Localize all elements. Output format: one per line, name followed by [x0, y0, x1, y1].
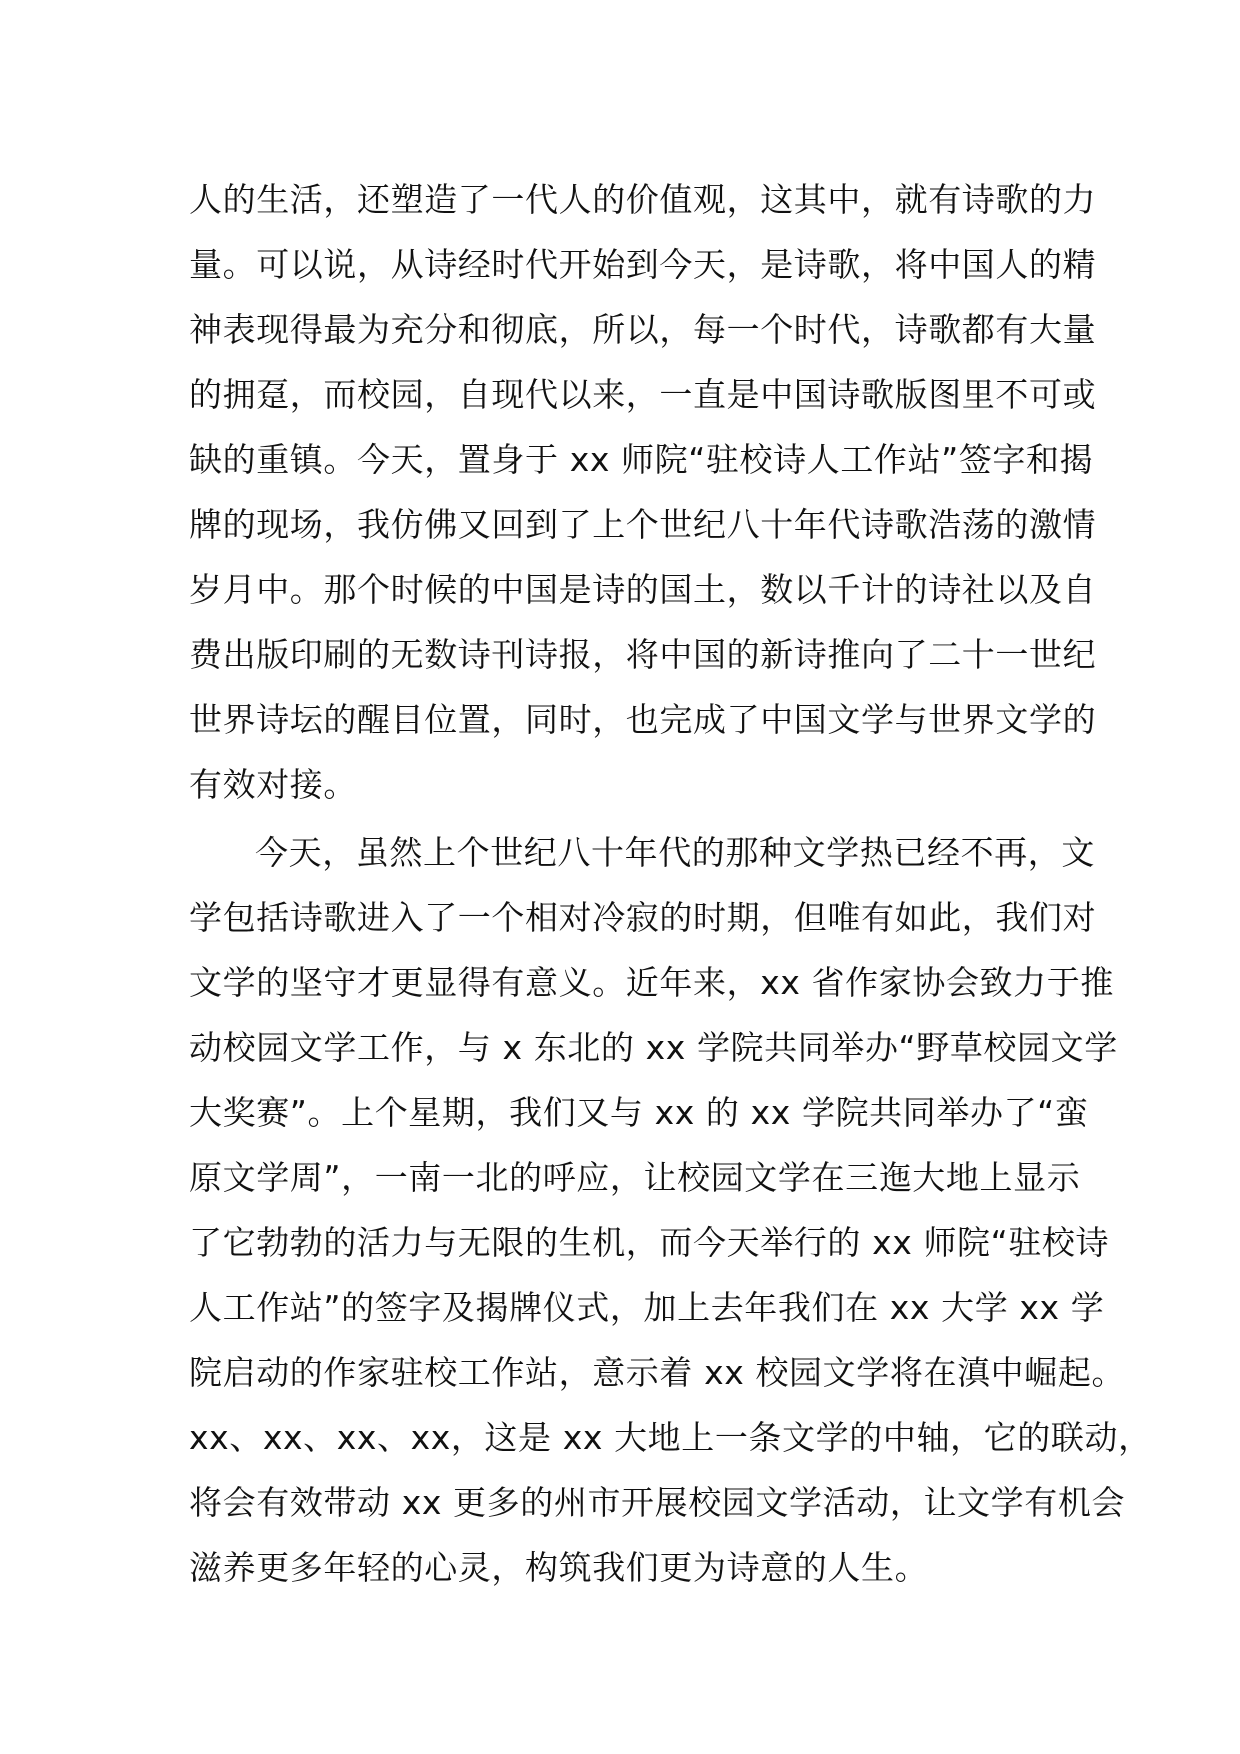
text-line-5: 缺的重镇。今天，置身于 xx 师院“驻校诗人工作站”签字和揭	[189, 440, 1094, 479]
text-line-10: 有效对接。	[189, 765, 357, 804]
text-line-3: 神表现得最为充分和彻底，所以，每一个时代，诗歌都有大量	[189, 310, 1097, 349]
text-line-20: xx、xx、xx、xx，这是 xx 大地上一条文学的中轴，它的联动，	[189, 1418, 1152, 1457]
text-line-15: 大奖赛”。上个星期，我们又与 xx 的 xx 学院共同举办了“蛮	[189, 1093, 1089, 1132]
text-line-14: 动校园文学工作，与 x 东北的 xx 学院共同举办“野草校园文学	[189, 1028, 1118, 1067]
text-line-1: 人的生活，还塑造了一代人的价值观，这其中，就有诗歌的力	[189, 180, 1097, 219]
text-line-13: 文学的坚守才更显得有意义。近年来，xx 省作家协会致力于推	[189, 963, 1114, 1002]
text-line-4: 的拥趸，而校园，自现代以来，一直是中国诗歌版图里不可或	[189, 375, 1097, 414]
text-line-2: 量。可以说，从诗经时代开始到今天，是诗歌，将中国人的精	[189, 245, 1097, 284]
text-line-17: 了它勃勃的活力与无限的生机，而今天举行的 xx 师院“驻校诗	[189, 1223, 1110, 1262]
body-text	[189, 167, 1152, 1600]
text-line-16: 原文学周”，一南一北的呼应，让校园文学在三迤大地上显示	[189, 1158, 1081, 1197]
text-line-19: 院启动的作家驻校工作站，意示着 xx 校园文学将在滇中崛起。	[189, 1353, 1126, 1392]
text-line-12: 学包括诗歌进入了一个相对冷寂的时期，但唯有如此，我们对	[189, 898, 1097, 937]
text-line-9: 世界诗坛的醒目位置，同时，也完成了中国文学与世界文学的	[189, 700, 1097, 739]
text-line-8: 费出版印刷的无数诗刊诗报，将中国的新诗推向了二十一世纪	[189, 635, 1097, 674]
text-line-22: 滋养更多年轻的心灵，构筑我们更为诗意的人生。	[189, 1548, 929, 1587]
text-line-6: 牌的现场，我仿佛又回到了上个世纪八十年代诗歌浩荡的激情	[189, 505, 1097, 544]
text-line-11: 今天，虽然上个世纪八十年代的那种文学热已经不再，文	[255, 833, 1095, 872]
text-line-7: 岁月中。那个时候的中国是诗的国土，数以千计的诗社以及自	[189, 570, 1097, 609]
text-line-18: 人工作站”的签字及揭牌仪式，加上去年我们在 xx 大学 xx 学	[189, 1288, 1105, 1327]
text-line-21: 将会有效带动 xx 更多的州市开展校园文学活动，让文学有机会	[189, 1483, 1126, 1522]
